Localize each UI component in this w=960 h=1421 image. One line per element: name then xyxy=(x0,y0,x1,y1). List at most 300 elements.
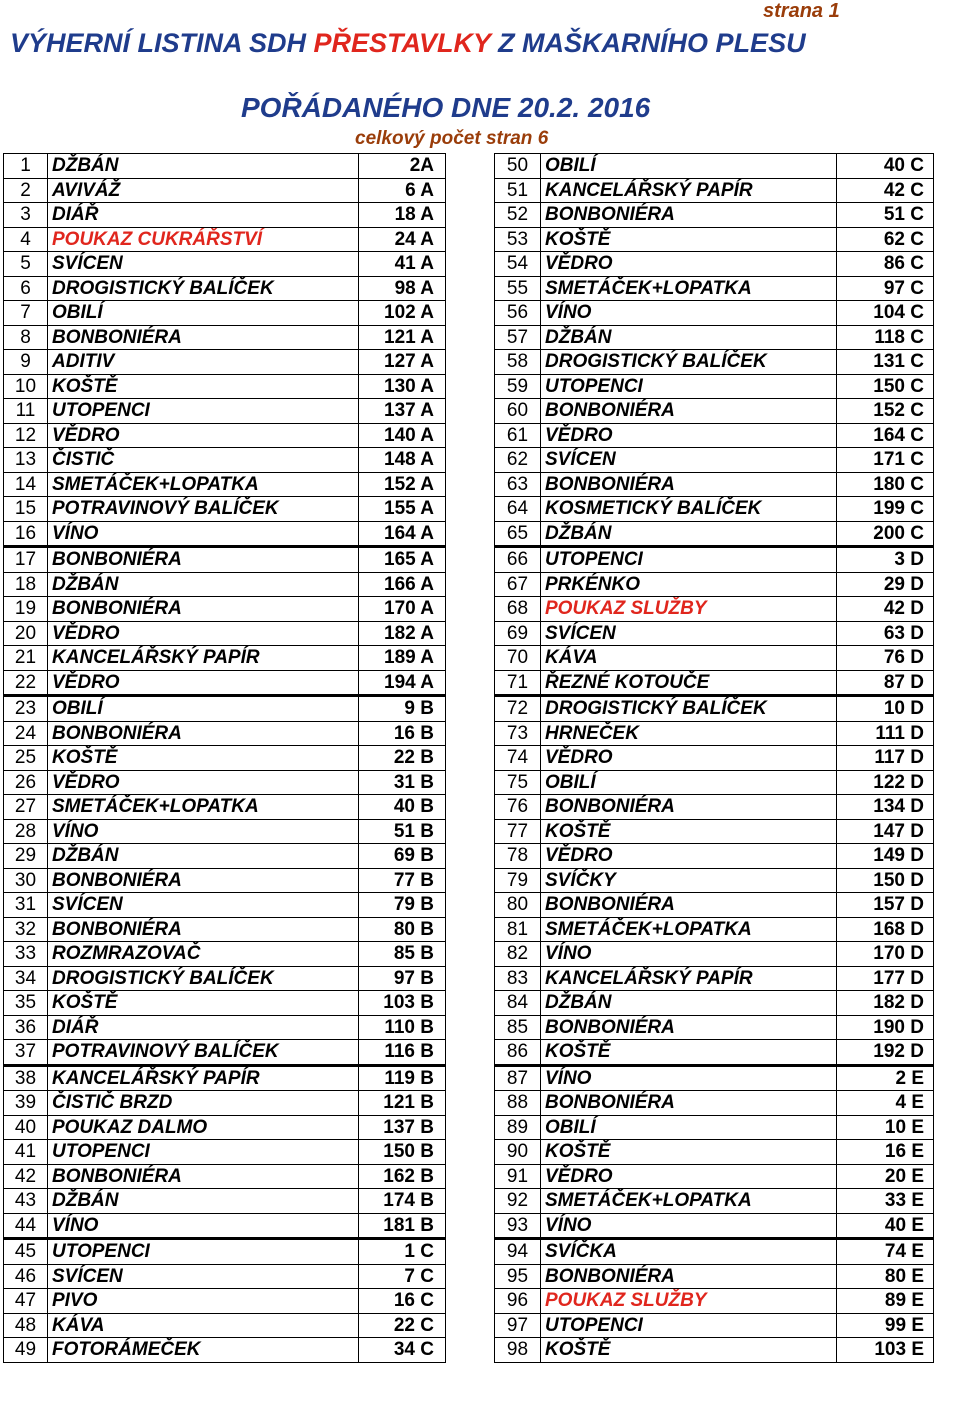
prize-number: 63 xyxy=(495,472,541,497)
prize-item: SMETÁČEK+LOPATKA xyxy=(48,472,359,497)
prize-item: KANCELÁŘSKÝ PAPÍR xyxy=(541,966,837,991)
prize-number: 98 xyxy=(495,1338,541,1363)
prize-number: 45 xyxy=(4,1239,48,1265)
page-title-date: POŘÁDANÉHO DNE 20.2. 2016 xyxy=(241,92,651,123)
table-row xyxy=(495,301,934,326)
table-row xyxy=(495,1313,934,1338)
prize-item: ČISTIČ BRZD xyxy=(48,1091,359,1116)
table-row xyxy=(495,1289,934,1314)
prize-item: ADITIV xyxy=(48,350,359,375)
ticket-code: 77 B xyxy=(359,868,446,893)
table-row xyxy=(4,893,446,918)
table-row xyxy=(495,178,934,203)
table-row xyxy=(495,966,934,991)
table-row xyxy=(4,770,446,795)
title-village-name: PŘESTAVLKY xyxy=(313,28,491,58)
ticket-code: 33 E xyxy=(837,1189,934,1214)
prize-number: 44 xyxy=(4,1213,48,1239)
table-row xyxy=(495,1091,934,1116)
table-row xyxy=(4,1213,446,1239)
ticket-code: 164 C xyxy=(837,423,934,448)
prize-item: VÍNO xyxy=(48,819,359,844)
prize-number: 9 xyxy=(4,350,48,375)
prize-number: 58 xyxy=(495,350,541,375)
prize-number: 1 xyxy=(4,154,48,179)
prize-item: BONBONIÉRA xyxy=(541,399,837,424)
prize-number: 73 xyxy=(495,721,541,746)
prize-item: DŽBÁN xyxy=(541,521,837,547)
prize-item: DROGISTICKÝ BALÍČEK xyxy=(541,696,837,722)
ticket-code: 199 C xyxy=(837,497,934,522)
ticket-code: 86 C xyxy=(837,252,934,277)
prize-number: 33 xyxy=(4,942,48,967)
prize-number: 69 xyxy=(495,621,541,646)
prize-number: 64 xyxy=(495,497,541,522)
prize-item: VÍNO xyxy=(541,1213,837,1239)
prize-item: POUKAZ DALMO xyxy=(48,1115,359,1140)
prize-number: 56 xyxy=(495,301,541,326)
table-row xyxy=(4,374,446,399)
prize-item: VĚDRO xyxy=(48,770,359,795)
table-row xyxy=(495,399,934,424)
prize-item: HRNEČEK xyxy=(541,721,837,746)
prize-item: DIÁŘ xyxy=(48,203,359,228)
prize-number: 37 xyxy=(4,1040,48,1066)
table-row xyxy=(495,721,934,746)
ticket-code: 122 D xyxy=(837,770,934,795)
ticket-code: 76 D xyxy=(837,646,934,671)
prize-item: UTOPENCI xyxy=(48,399,359,424)
prize-number: 46 xyxy=(4,1264,48,1289)
ticket-code: 171 C xyxy=(837,448,934,473)
ticket-code: 150 C xyxy=(837,374,934,399)
page-title xyxy=(10,28,806,59)
ticket-code: 137 A xyxy=(359,399,446,424)
table-row xyxy=(495,621,934,646)
table-row xyxy=(4,696,446,722)
ticket-code: 194 A xyxy=(359,670,446,696)
table-row xyxy=(4,868,446,893)
prize-item: DROGISTICKÝ BALÍČEK xyxy=(48,276,359,301)
table-row xyxy=(4,1338,446,1363)
ticket-code: 40 B xyxy=(359,795,446,820)
prize-number: 59 xyxy=(495,374,541,399)
ticket-code: 18 A xyxy=(359,203,446,228)
table-row xyxy=(4,350,446,375)
prize-item: VĚDRO xyxy=(48,670,359,696)
prize-number: 50 xyxy=(495,154,541,179)
prize-item: DROGISTICKÝ BALÍČEK xyxy=(541,350,837,375)
ticket-code: 9 B xyxy=(359,696,446,722)
prize-item: DŽBÁN xyxy=(48,844,359,869)
prize-number: 31 xyxy=(4,893,48,918)
prize-number: 92 xyxy=(495,1189,541,1214)
ticket-code: 16 E xyxy=(837,1140,934,1165)
ticket-code: 7 C xyxy=(359,1264,446,1289)
prize-item: BONBONIÉRA xyxy=(541,203,837,228)
ticket-code: 152 A xyxy=(359,472,446,497)
ticket-code: 147 D xyxy=(837,819,934,844)
prize-number: 4 xyxy=(4,227,48,252)
prize-item: BONBONIÉRA xyxy=(48,1164,359,1189)
prize-number: 87 xyxy=(495,1065,541,1091)
prize-number: 18 xyxy=(4,572,48,597)
prize-number: 30 xyxy=(4,868,48,893)
table-row xyxy=(495,1213,934,1239)
title-part-1: VÝHERNÍ LISTINA SDH xyxy=(10,28,314,58)
ticket-code: 40 E xyxy=(837,1213,934,1239)
prize-item: OBILÍ xyxy=(48,301,359,326)
prize-number: 51 xyxy=(495,178,541,203)
table-row xyxy=(4,819,446,844)
prize-number: 16 xyxy=(4,521,48,547)
ticket-code: 63 D xyxy=(837,621,934,646)
prize-item: KANCELÁŘSKÝ PAPÍR xyxy=(48,646,359,671)
prize-number: 84 xyxy=(495,991,541,1016)
prize-item: VÍNO xyxy=(48,1213,359,1239)
table-row xyxy=(495,795,934,820)
prize-number: 3 xyxy=(4,203,48,228)
table-row xyxy=(4,1264,446,1289)
prize-number: 39 xyxy=(4,1091,48,1116)
ticket-code: 182 A xyxy=(359,621,446,646)
table-row xyxy=(4,621,446,646)
prize-table-right-body xyxy=(495,154,934,1363)
prize-number: 22 xyxy=(4,670,48,696)
ticket-code: 130 A xyxy=(359,374,446,399)
ticket-code: 16 C xyxy=(359,1289,446,1314)
prize-table-left xyxy=(3,153,446,1363)
prize-item: VÍNO xyxy=(48,521,359,547)
prize-item: FOTORÁMEČEK xyxy=(48,1338,359,1363)
ticket-code: 166 A xyxy=(359,572,446,597)
table-row xyxy=(495,423,934,448)
prize-number: 55 xyxy=(495,276,541,301)
prize-item: VĚDRO xyxy=(541,1164,837,1189)
prize-item: SMETÁČEK+LOPATKA xyxy=(48,795,359,820)
ticket-code: 41 A xyxy=(359,252,446,277)
ticket-code: 10 E xyxy=(837,1115,934,1140)
ticket-code: 155 A xyxy=(359,497,446,522)
prize-item: BONBONIÉRA xyxy=(541,472,837,497)
table-row xyxy=(4,646,446,671)
table-row xyxy=(4,1189,446,1214)
prize-number: 54 xyxy=(495,252,541,277)
table-row xyxy=(495,472,934,497)
prize-number: 40 xyxy=(4,1115,48,1140)
table-row xyxy=(495,521,934,547)
table-row xyxy=(495,696,934,722)
prize-number: 66 xyxy=(495,547,541,573)
prize-number: 90 xyxy=(495,1140,541,1165)
prize-item: AVIVÁŽ xyxy=(48,178,359,203)
prize-number: 53 xyxy=(495,227,541,252)
prize-number: 57 xyxy=(495,325,541,350)
ticket-code: 140 A xyxy=(359,423,446,448)
table-row xyxy=(495,597,934,622)
prize-item: ŘEZNÉ KOTOUČE xyxy=(541,670,837,696)
prize-number: 38 xyxy=(4,1065,48,1091)
prize-number: 17 xyxy=(4,547,48,573)
ticket-code: 97 B xyxy=(359,966,446,991)
prize-number: 29 xyxy=(4,844,48,869)
prize-number: 10 xyxy=(4,374,48,399)
prize-number: 49 xyxy=(4,1338,48,1363)
prize-table-left-body xyxy=(4,154,446,1363)
prize-number: 62 xyxy=(495,448,541,473)
prize-item: UTOPENCI xyxy=(541,374,837,399)
table-row xyxy=(495,670,934,696)
table-row xyxy=(4,746,446,771)
prize-number: 85 xyxy=(495,1015,541,1040)
table-row xyxy=(495,1239,934,1265)
ticket-code: 157 D xyxy=(837,893,934,918)
ticket-code: 103 E xyxy=(837,1338,934,1363)
prize-item: SMETÁČEK+LOPATKA xyxy=(541,1189,837,1214)
ticket-code: 74 E xyxy=(837,1239,934,1265)
prize-item: SVÍČKA xyxy=(541,1239,837,1265)
ticket-code: 165 A xyxy=(359,547,446,573)
ticket-code: 200 C xyxy=(837,521,934,547)
prize-item: BONBONIÉRA xyxy=(541,1264,837,1289)
prize-item: OBILÍ xyxy=(541,770,837,795)
prize-number: 20 xyxy=(4,621,48,646)
ticket-code: 111 D xyxy=(837,721,934,746)
ticket-code: 103 B xyxy=(359,991,446,1016)
prize-number: 76 xyxy=(495,795,541,820)
ticket-code: 80 B xyxy=(359,917,446,942)
ticket-code: 85 B xyxy=(359,942,446,967)
prize-number: 12 xyxy=(4,423,48,448)
table-row xyxy=(495,374,934,399)
table-row xyxy=(4,966,446,991)
table-row xyxy=(4,917,446,942)
prize-item: ČISTIČ xyxy=(48,448,359,473)
ticket-code: 98 A xyxy=(359,276,446,301)
table-row xyxy=(495,1140,934,1165)
table-row xyxy=(4,521,446,547)
prize-item: DŽBÁN xyxy=(541,991,837,1016)
prize-item: BONBONIÉRA xyxy=(541,893,837,918)
table-row xyxy=(4,1313,446,1338)
prize-number: 27 xyxy=(4,795,48,820)
ticket-code: 134 D xyxy=(837,795,934,820)
ticket-code: 102 A xyxy=(359,301,446,326)
table-row xyxy=(495,203,934,228)
table-row xyxy=(4,795,446,820)
ticket-code: 174 B xyxy=(359,1189,446,1214)
prize-item: KOŠTĚ xyxy=(48,746,359,771)
table-row xyxy=(495,646,934,671)
prize-item: BONBONIÉRA xyxy=(48,917,359,942)
ticket-code: 150 D xyxy=(837,868,934,893)
prize-item: UTOPENCI xyxy=(48,1239,359,1265)
prize-number: 15 xyxy=(4,497,48,522)
ticket-code: 89 E xyxy=(837,1289,934,1314)
prize-number: 35 xyxy=(4,991,48,1016)
table-row xyxy=(4,203,446,228)
prize-number: 28 xyxy=(4,819,48,844)
prize-item: BONBONIÉRA xyxy=(541,1015,837,1040)
table-row xyxy=(495,917,934,942)
table-row xyxy=(4,942,446,967)
ticket-code: 118 C xyxy=(837,325,934,350)
table-row xyxy=(495,1189,934,1214)
prize-item: KOŠTĚ xyxy=(541,227,837,252)
prize-item: KOŠTĚ xyxy=(48,374,359,399)
table-row xyxy=(4,1065,446,1091)
table-row xyxy=(4,844,446,869)
table-row xyxy=(495,1164,934,1189)
page-number: strana 1 xyxy=(763,0,840,22)
table-row xyxy=(495,1040,934,1066)
prize-number: 74 xyxy=(495,746,541,771)
prize-item: KOŠTĚ xyxy=(541,1040,837,1066)
table-row xyxy=(495,276,934,301)
ticket-code: 2 E xyxy=(837,1065,934,1091)
prize-item: KANCELÁŘSKÝ PAPÍR xyxy=(48,1065,359,1091)
ticket-code: 1 C xyxy=(359,1239,446,1265)
ticket-code: 131 C xyxy=(837,350,934,375)
table-row xyxy=(4,1040,446,1066)
prize-number: 2 xyxy=(4,178,48,203)
table-row xyxy=(495,1264,934,1289)
prize-number: 23 xyxy=(4,696,48,722)
ticket-code: 51 B xyxy=(359,819,446,844)
title-part-3: Z MAŠKARNÍHO PLESU xyxy=(490,28,806,58)
prize-item: POTRAVINOVÝ BALÍČEK xyxy=(48,497,359,522)
ticket-code: 152 C xyxy=(837,399,934,424)
prize-item: UTOPENCI xyxy=(541,1313,837,1338)
table-row xyxy=(4,1164,446,1189)
ticket-code: 170 D xyxy=(837,942,934,967)
ticket-code: 16 B xyxy=(359,721,446,746)
ticket-code: 181 B xyxy=(359,1213,446,1239)
prize-number: 5 xyxy=(4,252,48,277)
ticket-code: 164 A xyxy=(359,521,446,547)
ticket-code: 2A xyxy=(359,154,446,179)
table-row xyxy=(4,670,446,696)
prize-item: KOSMETICKÝ BALÍČEK xyxy=(541,497,837,522)
prize-item: BONBONIÉRA xyxy=(541,795,837,820)
prize-number: 8 xyxy=(4,325,48,350)
prize-item: VĚDRO xyxy=(48,423,359,448)
table-row xyxy=(4,399,446,424)
table-row xyxy=(4,472,446,497)
prize-number: 79 xyxy=(495,868,541,893)
prize-number: 25 xyxy=(4,746,48,771)
ticket-code: 4 E xyxy=(837,1091,934,1116)
table-row xyxy=(495,991,934,1016)
ticket-code: 42 D xyxy=(837,597,934,622)
table-row xyxy=(495,770,934,795)
prize-number: 91 xyxy=(495,1164,541,1189)
ticket-code: 99 E xyxy=(837,1313,934,1338)
prize-item: OBILÍ xyxy=(541,1115,837,1140)
prize-item: BONBONIÉRA xyxy=(48,597,359,622)
prize-item: VĚDRO xyxy=(48,621,359,646)
prize-item: VĚDRO xyxy=(541,252,837,277)
ticket-code: 192 D xyxy=(837,1040,934,1066)
prize-number: 24 xyxy=(4,721,48,746)
prize-item: SVÍČKY xyxy=(541,868,837,893)
prize-item: PIVO xyxy=(48,1289,359,1314)
prize-number: 67 xyxy=(495,572,541,597)
prize-number: 14 xyxy=(4,472,48,497)
table-row xyxy=(495,350,934,375)
ticket-code: 148 A xyxy=(359,448,446,473)
prize-item: KOŠTĚ xyxy=(48,991,359,1016)
prize-item: DIÁŘ xyxy=(48,1015,359,1040)
table-row xyxy=(4,1015,446,1040)
table-row xyxy=(495,1115,934,1140)
prize-item: DŽBÁN xyxy=(48,1189,359,1214)
table-row xyxy=(4,301,446,326)
ticket-code: 31 B xyxy=(359,770,446,795)
prize-number: 88 xyxy=(495,1091,541,1116)
prize-number: 82 xyxy=(495,942,541,967)
prize-item: BONBONIÉRA xyxy=(48,721,359,746)
prize-item: PRKÉNKO xyxy=(541,572,837,597)
prize-item: SVÍCEN xyxy=(541,448,837,473)
table-row xyxy=(4,423,446,448)
ticket-code: 34 C xyxy=(359,1338,446,1363)
prize-number: 21 xyxy=(4,646,48,671)
prize-item: VĚDRO xyxy=(541,746,837,771)
prize-item: VÍNO xyxy=(541,942,837,967)
prize-number: 89 xyxy=(495,1115,541,1140)
ticket-code: 62 C xyxy=(837,227,934,252)
ticket-code: 104 C xyxy=(837,301,934,326)
ticket-code: 97 C xyxy=(837,276,934,301)
prize-item: BONBONIÉRA xyxy=(48,325,359,350)
table-row xyxy=(4,1115,446,1140)
prize-item: OBILÍ xyxy=(48,696,359,722)
table-row xyxy=(4,497,446,522)
table-row xyxy=(4,276,446,301)
ticket-code: 20 E xyxy=(837,1164,934,1189)
prize-number: 78 xyxy=(495,844,541,869)
ticket-code: 119 B xyxy=(359,1065,446,1091)
prize-item: BONBONIÉRA xyxy=(48,868,359,893)
prize-item: SMETÁČEK+LOPATKA xyxy=(541,276,837,301)
table-row xyxy=(495,154,934,179)
prize-item: KOŠTĚ xyxy=(541,1140,837,1165)
ticket-code: 177 D xyxy=(837,966,934,991)
prize-item: KOŠTĚ xyxy=(541,819,837,844)
prize-item: KÁVA xyxy=(48,1313,359,1338)
ticket-code: 150 B xyxy=(359,1140,446,1165)
ticket-code: 121 A xyxy=(359,325,446,350)
prize-number: 36 xyxy=(4,1015,48,1040)
ticket-code: 40 C xyxy=(837,154,934,179)
ticket-code: 170 A xyxy=(359,597,446,622)
table-row xyxy=(495,746,934,771)
table-row xyxy=(4,597,446,622)
table-row xyxy=(4,1140,446,1165)
prize-item: DŽBÁN xyxy=(541,325,837,350)
prize-item: POUKAZ SLUŽBY xyxy=(541,1289,837,1314)
prize-number: 26 xyxy=(4,770,48,795)
ticket-code: 10 D xyxy=(837,696,934,722)
prize-number: 34 xyxy=(4,966,48,991)
prize-number: 77 xyxy=(495,819,541,844)
table-row xyxy=(495,942,934,967)
prize-item: KÁVA xyxy=(541,646,837,671)
table-row xyxy=(495,572,934,597)
ticket-code: 6 A xyxy=(359,178,446,203)
ticket-code: 180 C xyxy=(837,472,934,497)
